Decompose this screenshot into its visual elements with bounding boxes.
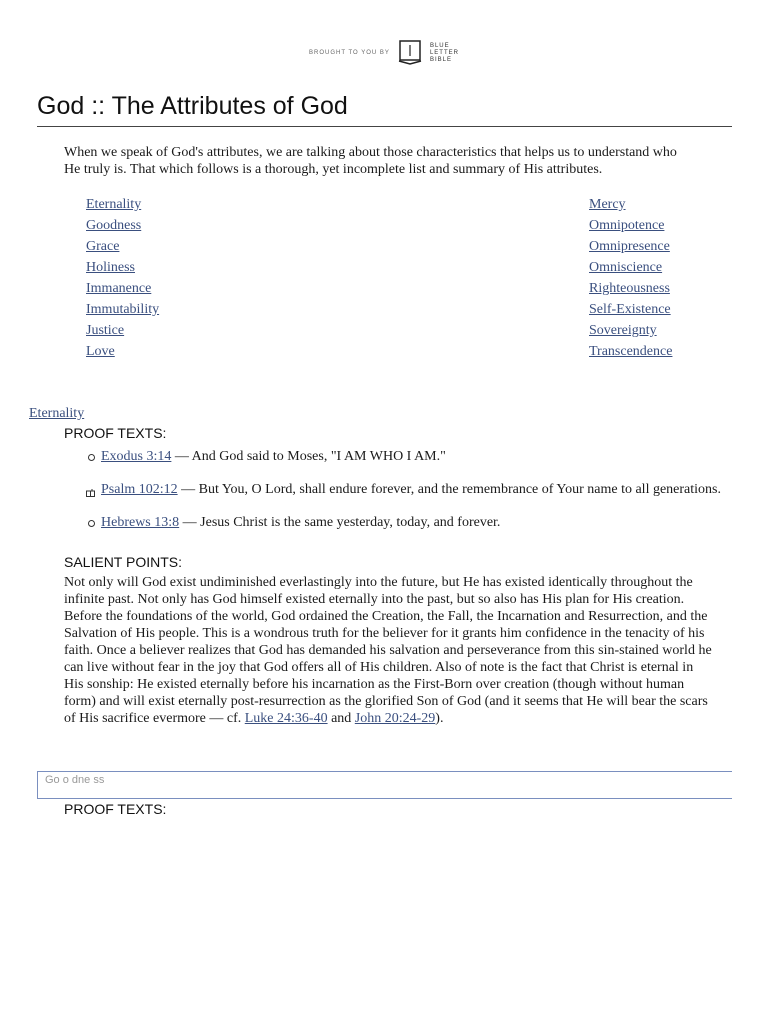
attribute-link-omnipotence[interactable]: Omnipotence <box>589 218 665 233</box>
attribute-link-holiness[interactable]: Holiness <box>86 260 135 275</box>
attribute-link-sovereignty[interactable]: Sovereignty <box>589 323 657 338</box>
attribute-link-omnipresence[interactable]: Omnipresence <box>589 239 670 254</box>
logo-wordmark: BLUE LETTER BIBLE <box>429 42 459 63</box>
proof-texts-label-goodness: PROOF TEXTS: <box>64 801 167 817</box>
scripture-link-exodus[interactable]: Exodus 3:14 <box>101 449 172 464</box>
scripture-link-john[interactable]: John 20:24-29 <box>354 711 436 726</box>
scripture-link-psalm[interactable]: Psalm 102:12 <box>101 482 178 497</box>
attribute-link-transcendence[interactable]: Transcendence <box>589 344 673 359</box>
proof-text: — But You, O Lord, shall endure forever, and the remembrance of Your name to all generations. <box>177 482 721 497</box>
scripture-link-hebrews[interactable]: Hebrews 13:8 <box>101 515 180 530</box>
attribute-link-omniscience[interactable]: Omniscience <box>589 260 663 275</box>
goodness-label: Go o dne ss <box>45 774 105 786</box>
attribute-link-righteousness[interactable]: Righteousness <box>589 281 670 296</box>
attribute-link-grace[interactable]: Grace <box>86 239 120 254</box>
brand-header <box>0 36 768 70</box>
circle-bullet-icon <box>88 454 95 461</box>
intro-paragraph: When we speak of God's attributes, we are talking about those characteristics that helps us to understand who He truly is. That which follows is a thorough, yet incomplete list and summary of His attributes. <box>64 145 677 177</box>
proof-text: — Jesus Christ is the same yesterday, today, and forever. <box>179 515 501 530</box>
book-bullet-icon <box>86 486 95 494</box>
salient-text: Not only will God exist undiminished everlastingly into the future, but He has existed identically throughout the infinite past. Not only has God himself existed eternally into the past, but so also has His plan for His creation. Before the foundations of the world, God ordained the Creation, the Fall, the Incarnation and Resurrection, and the Salvation of His people. This is a wondrous truth for the believer for it grants him confidence in the tenacity of his faith. Once a believer realizes that God has demanded his salvation and perseverance from this sin-stained world he can live without fear in the joy that God offers all of His children. Also of note is the fact that Christ is eternal in His sonship: He existed eternally before his incarnation as the First-Born over creation (though without human form) and will exist eternally post-resurrection as the glorified Son of God (and it seems that He will bear the scars of His sacrifice evermore — cf. <box>64 575 712 726</box>
blue-letter-bible-logo-icon <box>398 40 422 66</box>
attribute-list-left <box>86 194 159 362</box>
attribute-link-goodness[interactable]: Goodness <box>86 218 142 233</box>
scripture-link-luke[interactable]: Luke 24:36-40 <box>244 711 328 726</box>
salient-points-label: SALIENT POINTS: <box>64 554 182 570</box>
attribute-link-mercy[interactable]: Mercy <box>589 197 626 212</box>
section-heading-eternality[interactable]: Eternality <box>29 406 85 421</box>
proof-text: — And God said to Moses, "I AM WHO I AM." <box>171 449 446 464</box>
goodness-section-header <box>37 771 732 799</box>
attribute-link-immanence[interactable]: Immanence <box>86 281 152 296</box>
salient-points-paragraph: Not only will God exist undiminished everlastingly into the future, but He has existed identically throughout the infinite past. Not only has God himself existed eternally into the past, but so also has His plan for His creation. Before the foundations of the world, God ordained the Creation, the Fall, the Incarnation and Resurrection, and the Salvation of His people. This is a wondrous truth for the believer for it grants him confidence in the tenacity of his faith. Once a believer realizes that God has demanded his salvation and perseverance from this sin-stained world he can live without fear in the joy that God offers all of His children. Also of note is the fact that Christ is eternal in His sonship: He existed eternally before his incarnation as the First-Born over creation (though without human form) and will exist eternally post-resurrection as the glorified Son of God (and it seems that He will bear the scars of His sacrifice evermore — cf. Luke 24:36-40 and John 20:24-29). <box>64 575 712 726</box>
circle-bullet-icon <box>88 520 95 527</box>
attribute-link-immutability[interactable]: Immutability <box>86 302 160 317</box>
attribute-link-love[interactable]: Love <box>86 344 115 359</box>
attribute-link-justice[interactable]: Justice <box>86 323 125 338</box>
page-title: God :: The Attributes of God <box>37 92 348 120</box>
title-divider <box>37 126 732 127</box>
attribute-link-self-existence[interactable]: Self-Existence <box>589 302 671 317</box>
proof-texts-label: PROOF TEXTS: <box>64 425 167 441</box>
brought-by-text: BROUGHT TO YOU BY <box>309 50 390 56</box>
attribute-link-eternality[interactable]: Eternality <box>86 197 142 212</box>
attribute-list-right <box>589 194 672 362</box>
